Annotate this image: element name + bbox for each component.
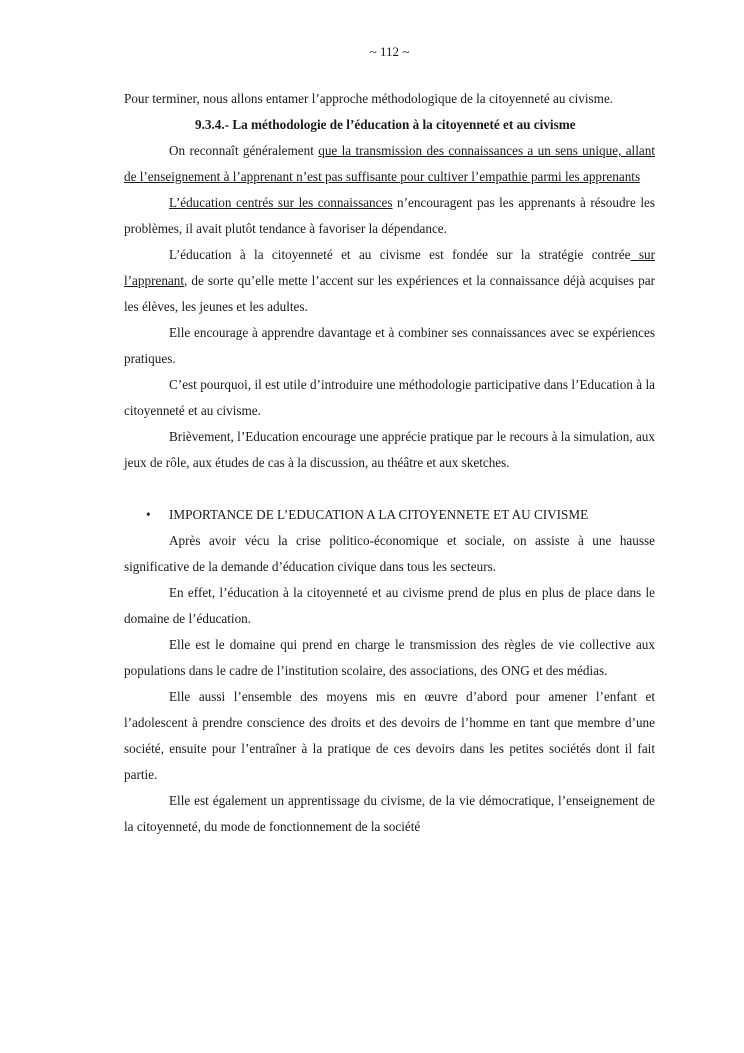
paragraph-participative: C’est pourquoi, il est utile d’introduire une méthodologie participative dans l’Education à la citoyenneté et au civisme. <box>124 377 655 418</box>
intro-paragraph: Pour terminer, nous allons entamer l’approche méthodologique de la citoyenneté au civisme. <box>124 91 614 106</box>
paragraph-transmission-lead: On reconnaît généralement <box>169 143 319 158</box>
paragraph-knowledge-centered-underlined: L’éducation centrés sur les connaissances <box>169 195 393 210</box>
paragraph-crisis: Après avoir vécu la crise politico-économique et sociale, on assiste à une hausse significative de la demande d’éducation civique dans tous les secteurs. <box>124 533 655 574</box>
paragraph-transmission-underlined: que la transmission des connaissances a un sens unique, allant de l’enseignement à l’apprenant n’est pas suffisante pour cultiver l’empathie parmi les apprenants <box>124 143 655 184</box>
paragraph-effect: En effet, l’éducation à la citoyenneté et au civisme prend de plus en plus de place dans le domaine de l’éducation. <box>124 585 655 626</box>
paragraph-knowledge-centered <box>124 190 655 242</box>
paragraph-domain: Elle est le domaine qui prend en charge le transmission des règles de vie collective aux populations dans le cadre de l’institution scolaire, des associations, des ONG et des médias. <box>124 637 655 678</box>
page-number: ~ 112 ~ <box>369 44 410 59</box>
paragraph-learner-centered <box>124 242 655 320</box>
paragraph-transmission <box>124 138 655 190</box>
section-heading: 9.3.4.- La méthodologie de l’éducation à la citoyenneté et au civisme <box>195 117 576 132</box>
paragraph-encourage: Elle encourage à apprendre davantage et à combiner ses connaissances avec se expériences pratiques. <box>124 325 655 366</box>
paragraph-learner-centered-lead: L’éducation à la citoyenneté et au civisme est fondée sur la stratégie contrée <box>169 247 631 262</box>
paragraph-learner-centered-rest: , de sorte qu’elle mette l’accent sur les expériences et la connaissance déjà acquises par les élèves, les jeunes et les adultes. <box>124 273 655 314</box>
paragraph-learner-centered-underlined: sur l’apprenant <box>124 247 656 288</box>
document-body <box>124 86 655 840</box>
importance-title: IMPORTANCE DE L’EDUCATION A LA CITOYENNETE ET AU CIVISME <box>169 507 589 522</box>
importance-heading <box>124 502 655 528</box>
paragraph-briefly: Brièvement, l’Education encourage une apprécie pratique par le recours à la simulation, aux jeux de rôle, aux études de cas à la discussion, au théâtre et aux sketches. <box>124 429 655 470</box>
paragraph-apprenticeship: Elle est également un apprentissage du civisme, de la vie démocratique, l’enseignement de la citoyenneté, du mode de fonctionnement de la société <box>124 793 655 834</box>
paragraph-means: Elle aussi l’ensemble des moyens mis en œuvre d’abord pour amener l’enfant et l’adolescent à prendre conscience des droits et des devoirs de l’homme en tant que membre d’une société, ensuite pour l’entraîner à la pratique de ces devoirs dans les petites sociétés dont il fait partie. <box>124 689 655 782</box>
paragraph-knowledge-centered-rest: n’encouragent pas les apprenants à résoudre les problèmes, il avait plutôt tendance à favoriser la dépendance. <box>124 195 655 236</box>
bullet-icon: • <box>146 507 151 522</box>
